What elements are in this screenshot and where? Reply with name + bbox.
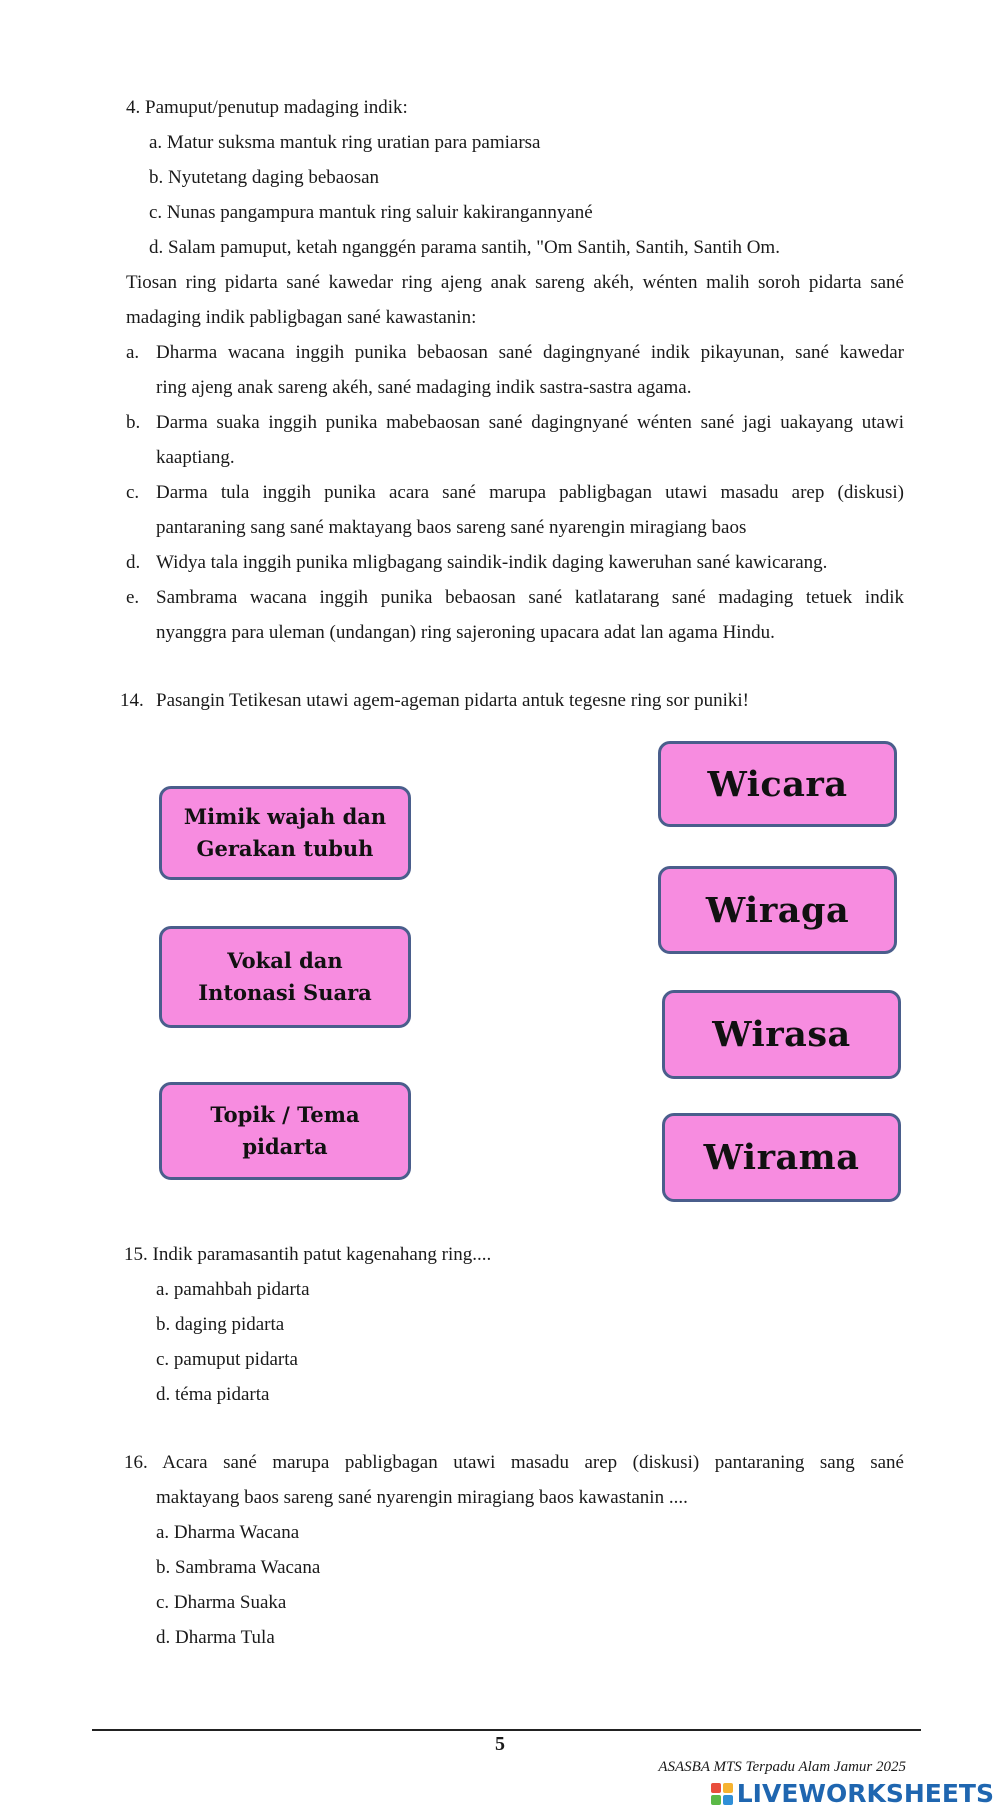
type-e-line-1: Sambrama wacana inggih punika bebaosan sané katlatarang sané madaging tetuek indik — [156, 587, 904, 608]
type-d-label: d. — [126, 552, 141, 573]
liveworksheets-grid-icon — [711, 1783, 733, 1805]
type-c-label: c. — [126, 482, 140, 503]
q15-option-b[interactable]: b. daging pidarta — [156, 1314, 285, 1335]
q16-option-a[interactable]: a. Dharma Wacana — [156, 1522, 300, 1543]
match-right-wirasa[interactable]: Wirasa — [662, 990, 901, 1079]
q16-question-line-2: maktayang baos sareng sané nyarengin miragiang baos kawastanin .... — [156, 1487, 688, 1508]
q16-option-c[interactable]: c. Dharma Suaka — [156, 1592, 287, 1613]
match-left-vokal-text: Vokal dan Intonasi Suara — [198, 948, 372, 1005]
match-left-mimik-text: Mimik wajah dan Gerakan tubuh — [183, 804, 387, 861]
footer-divider — [92, 1729, 921, 1731]
type-d-line-1: Widya tala inggih punika mligbagang saindik-indik daging kaweruhan sané kawicarang. — [156, 552, 828, 573]
liveworksheets-logo[interactable] — [711, 1779, 994, 1808]
q14-text: Pasangin Tetikesan utawi agem-ageman pidarta antuk tegesne ring sor puniki! — [156, 690, 749, 711]
q15-question: 15. Indik paramasantih patut kagenahang ring.... — [124, 1244, 492, 1265]
match-left-vokal[interactable] — [159, 926, 411, 1028]
section-4-item-b: b. Nyutetang daging bebaosan — [149, 167, 380, 188]
q15-option-a[interactable]: a. pamahbah pidarta — [156, 1279, 310, 1300]
type-e-line-2: nyanggra para uleman (undangan) ring sajeroning upacara adat lan agama Hindu. — [156, 622, 775, 643]
match-left-topik[interactable] — [159, 1082, 411, 1180]
type-e-label: e. — [126, 587, 140, 608]
q15-option-c[interactable]: c. pamuput pidarta — [156, 1349, 298, 1370]
section-4-title: 4. Pamuput/penutup madaging indik: — [126, 97, 408, 118]
footer-credit: ASASBA MTS Terpadu Alam Jamur 2025 — [658, 1759, 906, 1775]
type-b-label: b. — [126, 412, 141, 433]
section-4-item-c: c. Nunas pangampura mantuk ring saluir kakirangannyané — [149, 202, 593, 223]
q14-number: 14. — [120, 690, 144, 711]
q16-question-line-1: 16. Acara sané marupa pabligbagan utawi masadu arep (diskusi) pantaraning sang sané — [124, 1452, 904, 1473]
type-a-line-1: Dharma wacana inggih punika bebaosan sané dagingnyané indik pikayunan, sané kawedar — [156, 342, 904, 363]
match-left-topik-text: Topik / Tema pidarta — [210, 1102, 360, 1159]
section-4-item-a: a. Matur suksma mantuk ring uratian para pamiarsa — [149, 132, 541, 153]
q15-option-d[interactable]: d. téma pidarta — [156, 1384, 270, 1405]
type-a-label: a. — [126, 342, 140, 363]
match-left-mimik[interactable] — [159, 786, 411, 880]
type-c-line-2: pantaraning sang sané maktayang baos sareng sané nyarengin miragiang baos — [156, 517, 747, 538]
intro-line-2: madaging indik pabligbagan sané kawastanin: — [126, 307, 477, 328]
match-right-wirama[interactable]: Wirama — [662, 1113, 901, 1202]
match-right-wiraga[interactable]: Wiraga — [658, 866, 897, 954]
q16-option-b[interactable]: b. Sambrama Wacana — [156, 1557, 321, 1578]
type-c-line-1: Darma tula inggih punika acara sané marupa pabligbagan utawi masadu arep (diskusi) — [156, 482, 904, 503]
q16-option-d[interactable]: d. Dharma Tula — [156, 1627, 275, 1648]
match-right-wicara[interactable]: Wicara — [658, 741, 897, 827]
type-b-line-2: kaaptiang. — [156, 447, 235, 468]
section-4-item-d: d. Salam pamuput, ketah nganggén parama santih, "Om Santih, Santih, Santih Om. — [149, 237, 780, 258]
liveworksheets-brand: LIVEWORKSHEETS — [736, 1779, 994, 1808]
type-a-line-2: ring ajeng anak sareng akéh, sané madaging indik sastra-sastra agama. — [156, 377, 692, 398]
intro-line-1: Tiosan ring pidarta sané kawedar ring ajeng anak sareng akéh, wénten malih soroh pidarta sané — [126, 272, 904, 293]
page-number: 5 — [495, 1733, 505, 1755]
type-b-line-1: Darma suaka inggih punika mabebaosan sané dagingnyané wénten sané jagi uakayang utawi — [156, 412, 904, 433]
